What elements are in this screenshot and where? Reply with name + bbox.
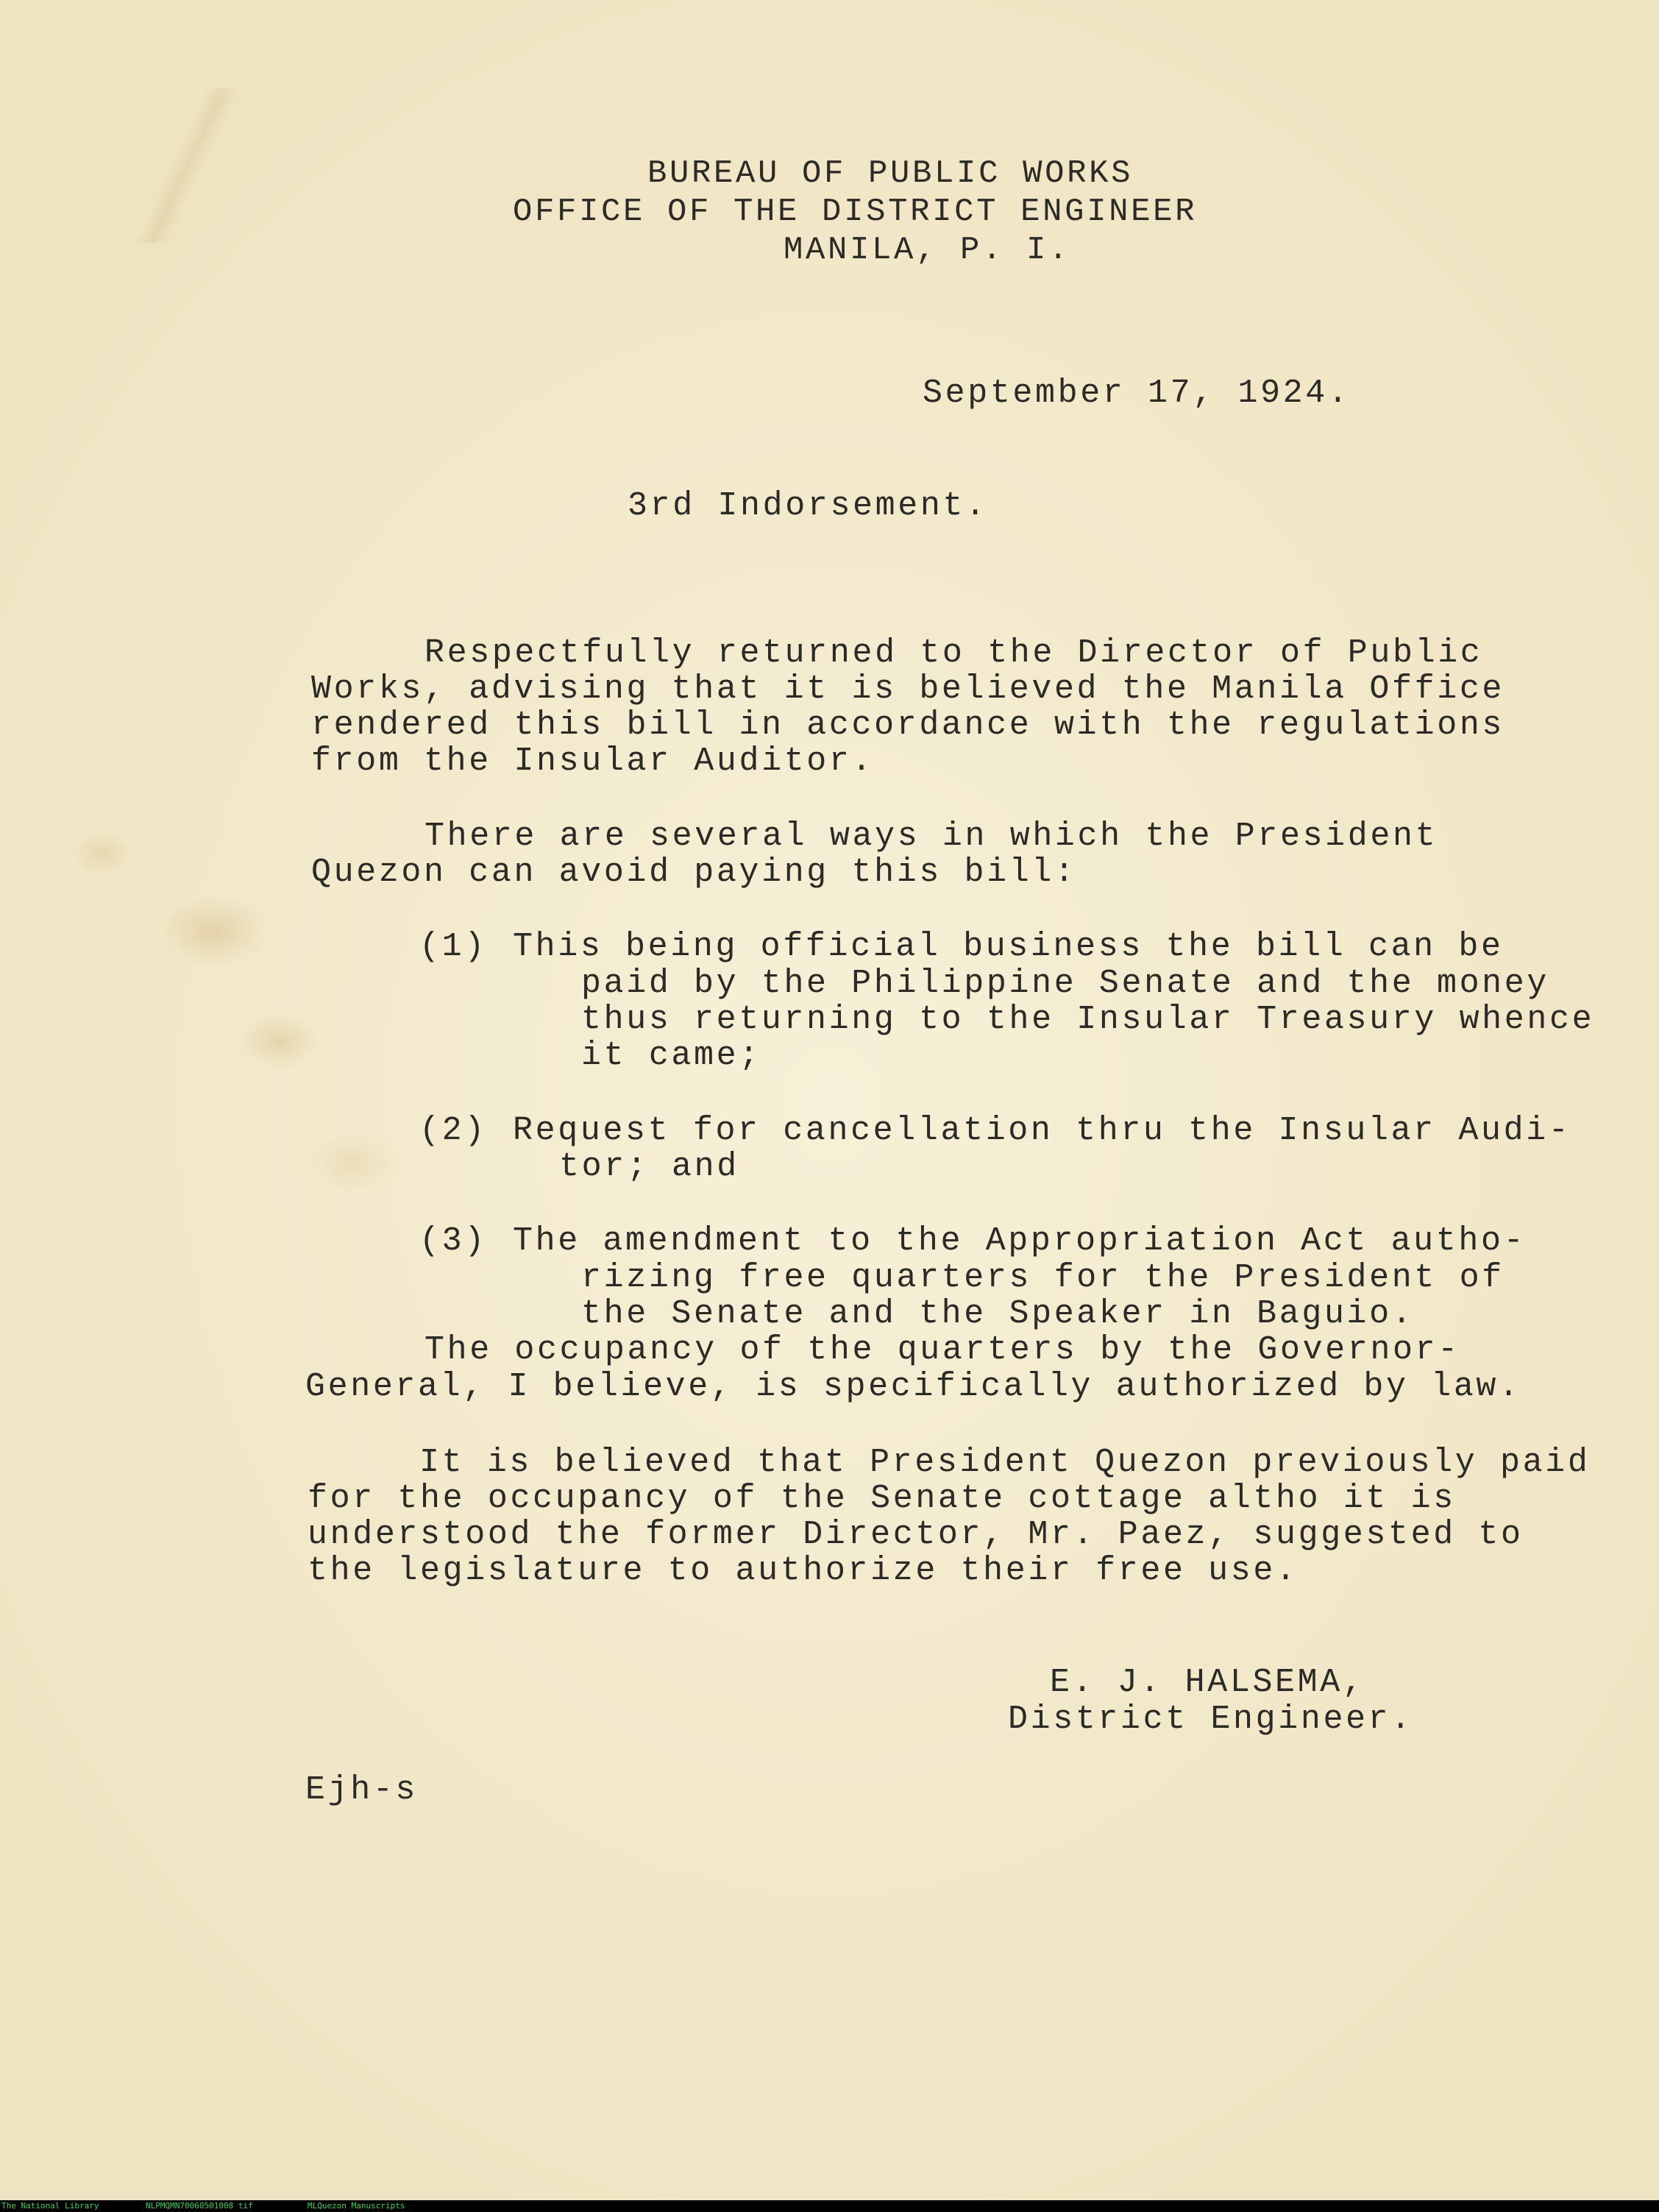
paragraph-4-line: for the occupancy of the Senate cottage altho it is	[308, 1480, 1456, 1517]
signature-title: District Engineer.	[1008, 1701, 1413, 1738]
item-line: the Senate and the Speaker in Baguio.	[581, 1295, 1415, 1333]
letterhead-line-3: MANILA, P. I.	[784, 232, 1071, 269]
footer-file: NLPMQMN70060501008 tif	[146, 2201, 253, 2211]
signature-name: E. J. HALSEMA,	[1050, 1664, 1365, 1701]
item-line: paid by the Philippine Senate and the money	[581, 965, 1549, 1002]
letter-date: September 17, 1924.	[923, 375, 1351, 412]
paper-crease	[132, 88, 243, 243]
typist-initials: Ejh-s	[305, 1771, 419, 1809]
paragraph-1-line: Works, advising that it is believed the Manila Office	[311, 670, 1505, 708]
paragraph-3-line: General, I believe, is specifically authorized by law.	[305, 1368, 1521, 1405]
item-number: (3)	[419, 1222, 487, 1260]
item-line: thus returning to the Insular Treasury whence	[581, 1001, 1595, 1038]
paragraph-4-line: understood the former Director, Mr. Paez, suggested to	[308, 1516, 1524, 1553]
paragraph-2-line: There are several ways in which the President	[424, 818, 1438, 855]
letterhead-line-1: BUREAU OF PUBLIC WORKS	[647, 155, 1134, 192]
item-line: rizing free quarters for the President of	[581, 1259, 1505, 1297]
paragraph-4-line: the legislature to authorize their free use.	[308, 1552, 1299, 1589]
letterhead-line-2: OFFICE OF THE DISTRICT ENGINEER	[513, 194, 1198, 230]
paragraph-2-line: Quezon can avoid paying this bill:	[311, 854, 1077, 891]
paragraph-1-line: rendered this bill in accordance with the regulations	[311, 706, 1505, 744]
item-line: tor; and	[559, 1148, 739, 1185]
item-line: it came;	[581, 1037, 761, 1074]
item-line: This being official business the bill can be	[513, 928, 1504, 965]
indorsement-title: 3rd Indorsement.	[628, 487, 988, 525]
paragraph-4-line: It is believed that President Quezon previously paid	[419, 1444, 1591, 1481]
footer-library: The National Library	[1, 2201, 99, 2211]
paragraph-3-line: The occupancy of the quarters by the Governor-	[424, 1331, 1460, 1369]
item-line: The amendment to the Appropriation Act autho-	[513, 1222, 1527, 1260]
item-line: Request for cancellation thru the Insular Audi-	[513, 1112, 1571, 1149]
archive-footer-bar	[0, 2200, 1659, 2212]
paragraph-1-line: Respectfully returned to the Director of Public	[424, 634, 1483, 672]
item-number: (1)	[419, 928, 487, 965]
footer-collection: MLQuezon Manuscripts	[308, 2201, 405, 2211]
item-number: (2)	[419, 1112, 487, 1149]
paragraph-1-line: from the Insular Auditor.	[311, 742, 875, 780]
